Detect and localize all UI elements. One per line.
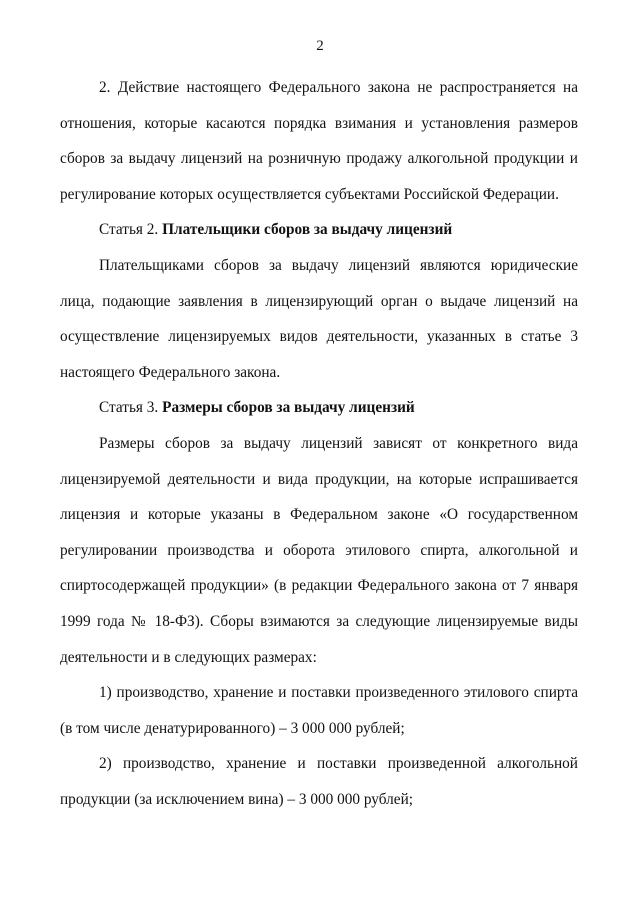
paragraph-scope-exclusion [60, 70, 578, 212]
text-line: Размеры сборов за выдачу лицензий зависят от конкретного вида [99, 434, 578, 452]
article-2-heading [60, 212, 578, 248]
list-item-ethyl-alcohol [60, 675, 578, 746]
article-2-paragraph [60, 248, 578, 390]
text-line: 2. Действие настоящего Федерального закона не распространяется на [99, 79, 578, 96]
text-line: лицензируемой деятельности и вида продукции, на которые испрашивается [60, 470, 578, 488]
article-2-title: Плательщики сборов за выдачу лицензий [162, 221, 453, 239]
text-line: продукции (за исключением вина) – 3 000 000 рублей; [60, 790, 414, 808]
text-line: отношения, которые касаются порядка взимания и установления размеров [60, 114, 578, 132]
text-line: регулирование которых осуществляется субъектами Российской Федерации. [60, 185, 559, 203]
list-item-alcoholic-products [60, 746, 578, 817]
text-line: осуществление лицензируемых видов деятельности, указанных в статье [60, 328, 562, 346]
article-3-paragraph [60, 426, 578, 675]
text-line: 2) производство, хранение и поставки произведенной алкогольной [99, 755, 578, 773]
text-line: регулировании производства и оборота этилового спирта, алкогольной и [60, 541, 578, 559]
text-line: лицензия и которые указаны в Федеральном законе «О государственном [60, 506, 578, 524]
text-line: деятельности и в следующих размерах: [60, 648, 317, 666]
article-3-heading [60, 390, 578, 426]
text-line: 1) производство, хранение и поставки произведенного этилового спирта [99, 684, 578, 702]
text-line: 1999 года № 18-ФЗ). Сборы взимаются за следующие лицензируемые виды [60, 612, 578, 630]
article-3-prefix: Статья 3. [99, 399, 159, 417]
document-body [60, 70, 578, 817]
text-line: подающие заявления в лицензирующий орган о выдаче лицензий на [102, 292, 578, 310]
text-line: 3 настоящего Федерального закона. [60, 328, 578, 381]
article-2-prefix: Статья 2. [99, 221, 159, 239]
article-3-title: Размеры сборов за выдачу лицензий [162, 399, 415, 417]
text-line: Плательщиками сборов за выдачу лицензий являются юридические лица, [60, 256, 578, 310]
text-line: сборов за выдачу лицензий на розничную продажу алкогольной продукции и [60, 150, 578, 168]
page-number: 2 [316, 38, 324, 54]
text-line: (в том числе денатурированного) – 3 000 000 рублей; [60, 719, 405, 737]
text-line: спиртосодержащей продукции» (в редакции Федерального закона от 7 января [60, 577, 578, 595]
